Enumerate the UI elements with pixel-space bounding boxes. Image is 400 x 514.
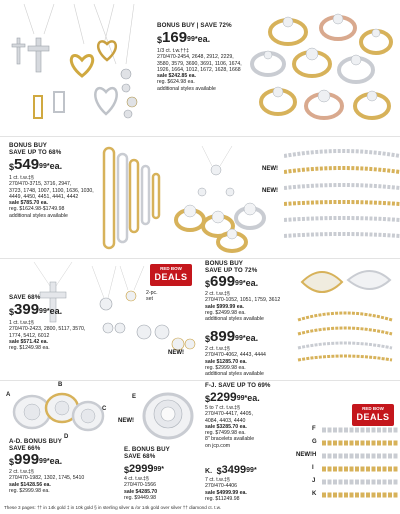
section2-new-badge-2: NEW! bbox=[262, 188, 278, 194]
section5-ad-text bbox=[9, 438, 119, 494]
section4-more-1: additional styles available bbox=[205, 316, 264, 323]
section6-new-badge: NEW! bbox=[296, 452, 312, 458]
section2-headline-1: BONUS BUY bbox=[9, 142, 48, 149]
section4-reg-1: reg. $2499.98 ea. bbox=[205, 309, 246, 316]
bracelet-letter-j: J bbox=[312, 478, 316, 484]
section5-ad-codes: 270/470-1982, 1302, 1745, 5410 bbox=[9, 475, 85, 482]
section4-text-2-details bbox=[205, 346, 300, 377]
section2-tw: 1 ct. t.w.‡§ bbox=[9, 175, 34, 181]
bracelet-letter-i: I bbox=[312, 465, 314, 471]
section1-codes-3: 1926, 1664, 1012, 1672, 1628, 1668 bbox=[157, 66, 241, 73]
section3-text bbox=[9, 294, 99, 351]
section6-fj-note-1: 8" bracelets available bbox=[205, 436, 255, 443]
section4-text-1 bbox=[205, 260, 300, 322]
section6-k-codes: 270/470-4406 bbox=[205, 483, 238, 490]
section6-fj-headline: F-J. SAVE UP TO 69% bbox=[205, 382, 271, 389]
section5-e-price: $^{\$}2999^{99*}$ bbox=[124, 463, 165, 475]
section-hoops-sets-bracelets bbox=[0, 138, 400, 258]
section1-sale: sale $242.85 ea. bbox=[157, 73, 196, 80]
section-cross-and-studs bbox=[0, 260, 200, 370]
section4-price-1: $^{\$}699^{99*}ea$. bbox=[205, 273, 259, 290]
divider-3 bbox=[0, 380, 400, 381]
section4-codes-1: 270/470-1052, 1051, 1759, 3612 bbox=[205, 297, 281, 304]
cocktail-rings-abcd-photo bbox=[10, 386, 106, 438]
section4-tw-2: 2 ct. t.w.‡§ bbox=[205, 346, 230, 352]
section4-sale-2: sale $1285.70 ea. bbox=[205, 358, 247, 365]
ring-letter-e: E bbox=[132, 394, 137, 400]
tennis-bracelets-fk-photo bbox=[322, 426, 398, 500]
section2-new-badge-1: NEW! bbox=[262, 166, 278, 172]
section6-fj-price: $^{\$}2299^{99*}ea$. bbox=[205, 390, 260, 404]
section1-codes-2: 3580, 3579, 3690, 3691, 1106, 1674, bbox=[157, 60, 242, 67]
section4-more-2: additional styles available bbox=[205, 371, 264, 378]
section3-price: $^{\$}399^{99*}ea$. bbox=[9, 301, 63, 318]
section5-e-reg: reg. $9449.98 bbox=[124, 494, 157, 501]
section3-reg: reg. $1249.98 ea. bbox=[9, 345, 50, 352]
section5-e-headline-1: E. BONUS BUY bbox=[124, 446, 170, 453]
section2-sale: sale $785.70 ea. bbox=[9, 200, 48, 207]
section5-ad-headline-1: A-D. BONUS BUY bbox=[9, 438, 62, 445]
stud-earrings-photo bbox=[132, 320, 196, 356]
section5-ad-tw: 2 ct. t.w.‡§ bbox=[9, 469, 34, 475]
ring-letter-c: C bbox=[102, 406, 107, 412]
red-bow-deals-badge-1: RED BOW DEALS bbox=[150, 264, 192, 286]
section6-k-sale: sale $4999.99 ea. bbox=[205, 489, 247, 496]
section1-price: $^{\$}169^{99*}ea$. bbox=[157, 29, 211, 46]
ring-letter-d: D bbox=[64, 434, 69, 440]
fashion-rings-photo bbox=[248, 8, 398, 130]
section6-fj-text bbox=[205, 382, 297, 449]
section3-sale: sale $571.42 ea. bbox=[9, 338, 48, 345]
section2-headline-2: SAVE UP TO 68% bbox=[9, 149, 62, 156]
section4-tw-1: 2 ct. t.w.‡§ bbox=[205, 291, 230, 297]
red-bow-deals-badge-2: RED BOW DEALS bbox=[352, 404, 394, 426]
ring-letter-a: A bbox=[6, 392, 11, 398]
section6-k-tw: 7 ct. t.w.‡§ bbox=[205, 477, 230, 483]
section6-fj-reg: reg. $7499.98 ea. bbox=[205, 430, 246, 437]
section6-fj-note-2: on jcp.com bbox=[205, 442, 231, 449]
bracelet-letter-f: F bbox=[312, 426, 316, 432]
section5-ad-reg: reg. $2999.98 ea. bbox=[9, 487, 50, 494]
section4-price-2: $^{\$}899^{99*}ea$. bbox=[205, 328, 259, 345]
section5-e-tw: 4 ct. t.w.‡§ bbox=[124, 476, 149, 482]
bridal-sets-photo bbox=[172, 146, 272, 254]
section2-text bbox=[9, 142, 104, 219]
section2-more: additional styles available bbox=[9, 212, 68, 219]
section5-ad-sale: sale $1428.56 ea. bbox=[9, 481, 51, 488]
section2-reg: reg. $1624.98-$1749.98 bbox=[9, 206, 65, 213]
cluster-ring-e-photo bbox=[140, 388, 196, 444]
section6-k-text bbox=[205, 462, 297, 502]
section1-text bbox=[157, 22, 262, 92]
section4-codes-2: 270/470-4062, 4443, 4444 bbox=[205, 352, 266, 359]
hoop-earrings-photo bbox=[100, 144, 170, 254]
section1-more: additional styles available bbox=[157, 85, 216, 92]
section5-e-sale: sale $4285.70 bbox=[124, 488, 158, 495]
section3-codes-1: 270/470-2423, 2800, 5117, 3570, bbox=[9, 326, 86, 333]
section2-codes-2: 3723, 1748, 1007, 1100, 1636, 1030, bbox=[9, 187, 94, 194]
section6-fj-codes-1: 270/470-4417, 4405, bbox=[205, 411, 253, 418]
section3-new-badge: NEW! bbox=[168, 350, 184, 356]
section6-fj-tw: 5 to 7 ct. t.w.‡§ bbox=[205, 405, 240, 411]
section6-k-price: K. $^{\$}3499^{99*}$ bbox=[205, 464, 257, 476]
pendant-necklaces-photo bbox=[4, 4, 144, 130]
section4-sale-1: sale $999.99 ea. bbox=[205, 303, 244, 310]
section1-reg: reg. $624.98 ea. bbox=[157, 79, 195, 86]
section1-tw: 1/3 ct. t.w.††‡ bbox=[157, 48, 190, 54]
section3-headline: SAVE 68% bbox=[9, 294, 41, 301]
section4-text-2 bbox=[205, 330, 300, 345]
section2-price: $^{\$}549^{99*}ea$. bbox=[9, 156, 63, 173]
footnote: These 3 pages: †† in 14k gold ‡ in 10k gold § in sterling silver & /or 14k gold over silver †† diamond ct. t.w. bbox=[4, 505, 222, 510]
section5-e-text bbox=[124, 446, 200, 501]
bracelet-letter-h: H bbox=[312, 452, 317, 458]
section6-fj-sale: sale $3285.70 ea. bbox=[205, 423, 247, 430]
section5-e-codes: 270/470-1566 bbox=[124, 482, 157, 489]
section4-headline-1: BONUS BUY bbox=[205, 260, 244, 267]
section6-fj-codes-2: 4084, 4403, 4440 bbox=[205, 417, 246, 424]
tennis-bracelets-photo bbox=[284, 142, 400, 254]
section3-codes-2: 1774, 5412, 6012 bbox=[9, 332, 50, 339]
divider-2 bbox=[0, 258, 400, 259]
ring-letter-b: B bbox=[58, 382, 63, 388]
section4-headline-2: SAVE UP TO 72% bbox=[205, 267, 258, 274]
divider-1 bbox=[0, 136, 400, 137]
bracelet-letter-g: G bbox=[312, 439, 317, 445]
section1-headline: BONUS BUY | SAVE 72% bbox=[157, 22, 232, 29]
section4-reg-2: reg. $2999.98 ea. bbox=[205, 364, 246, 371]
section5-new-badge: NEW! bbox=[118, 418, 134, 424]
section3-tw: 1 ct. t.w.‡§ bbox=[9, 320, 34, 326]
section5-ad-price: $^{\$}999^{99*}ea$. bbox=[9, 451, 63, 468]
section2-codes-1: 270/470-3715, 3716, 2947, bbox=[9, 181, 72, 188]
section2-codes-3: 4449, 4450, 4451, 4441, 4442 bbox=[9, 193, 79, 200]
section-pendants-rings bbox=[0, 0, 400, 135]
section-cocktail-rings bbox=[0, 382, 200, 504]
bracelet-letter-k: K bbox=[312, 491, 317, 497]
section6-k-reg: reg. $11249.98 bbox=[205, 495, 240, 502]
section-tennis-bracelets bbox=[200, 382, 400, 504]
section1-codes-1: 270/470-2454, 2648, 2912, 2229, bbox=[157, 54, 234, 61]
statement-rings-photo bbox=[292, 262, 398, 366]
section5-ad-headline-2: SAVE 66% bbox=[9, 445, 41, 452]
two-piece-set-label: 2-pc. set bbox=[146, 290, 158, 303]
section5-e-headline-2: SAVE 68% bbox=[124, 453, 156, 460]
